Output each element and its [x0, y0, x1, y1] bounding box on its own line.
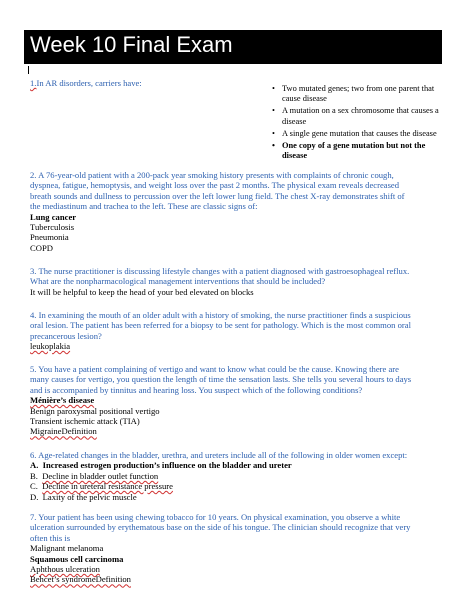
question-1-options [272, 84, 450, 163]
question-1-option: • A mutation on a sex chromosome that causes a disease [272, 106, 450, 126]
question-2-option: COPD [30, 242, 53, 253]
question-4-line: precancerous lesion? [30, 330, 102, 341]
question-5-answer: Ménière’s disease [30, 395, 95, 406]
question-4 [30, 310, 446, 352]
question-5-option: Transient ischemic attack (TIA) [30, 416, 140, 427]
question-5-option: Benign paroxysmal positional vertigo [30, 405, 160, 416]
text-cursor [28, 66, 29, 74]
question-2-line: dyspnea, fatigue, hemoptysis, and weight loss over the past 2 months. The physical exam reveals decreased [30, 180, 400, 191]
question-7-option: Behcet’s syndromeDefinition [30, 574, 131, 585]
question-5-line: 5. You have a patient complaining of vertigo and want to know what could be the cause. Knowing there are [30, 364, 399, 374]
question-4-line: 4. In examining the mouth of an older adult with a history of smoking, the nurse practitioner finds a suspicious [30, 310, 411, 320]
question-3 [30, 266, 446, 297]
question-5-line: many causes for vertigo, you question the length of time the sensation lasts. She tells you several hours to days [30, 374, 412, 385]
question-7 [30, 512, 446, 585]
question-5-option: MigraineDefinition [30, 426, 97, 437]
question-7-option: Malignant melanoma [30, 543, 104, 554]
question-7-option: Aphthous ulceration [30, 564, 100, 575]
question-6 [30, 450, 446, 502]
question-7-line: 7. Your patient has been using chewing tobacco for 10 years. On physical examination, you observe a white [30, 512, 401, 522]
question-1-number: 1. [30, 78, 37, 88]
question-2 [30, 170, 446, 253]
question-2-line: 2. A 76-year-old patient with a 200-pack year smoking history presents with complaints of chronic cough, [30, 170, 394, 180]
question-1-text: In AR disorders, carriers have: [36, 78, 142, 88]
question-1-answer: • One copy of a gene mutation but not the disease [272, 141, 450, 161]
question-1-option: • A single gene mutation that causes the disease [272, 129, 450, 139]
question-2-line: the mediastinum and trachea to the left. These are classic signs of: [30, 201, 258, 212]
question-4-line: oral lesion. The patient has been referred for a biopsy to be sent for pathology. Which is the most common oral [30, 320, 411, 331]
question-6-option: D. Laxity of the pelvic muscle [30, 491, 137, 502]
question-2-answer: Lung cancer [30, 211, 77, 222]
question-3-line: What are the nonpharmacological management interventions that should be included? [30, 276, 326, 287]
question-3-answer: It will be helpful to keep the head of your bed elevated on blocks [30, 286, 254, 297]
question-1-option: • Two mutated genes; two from one parent that cause disease [272, 84, 450, 104]
page-title: Week 10 Final Exam [24, 30, 442, 64]
question-7-line: ulceration surrounded by erythematous base on the side of his tongue. The clinician should recognize that very [30, 522, 411, 533]
question-6-line: 6. Age-related changes in the bladder, urethra, and ureters include all of the following in older women except: [30, 450, 408, 460]
question-5 [30, 364, 446, 437]
question-4-answer: leukoplakia [30, 341, 71, 352]
question-7-answer: Squamous cell carcinoma [30, 553, 124, 564]
question-7-line: often this is [30, 532, 71, 543]
question-2-option: Tuberculosis [30, 222, 75, 233]
question-6-option: B. Decline in bladder outlet function [30, 470, 159, 481]
question-2-option: Pneumonia [30, 232, 69, 243]
question-6-answer: A. Increased estrogen production’s influence on the bladder and ureter [30, 460, 292, 471]
question-6-option: C. Decline in ureteral resistance pressure [30, 481, 173, 492]
question-2-line: breath sounds and dullness to percussion over the left lower lung field. The chest X-ray demonstrates shift of [30, 190, 405, 201]
question-5-line: and is accompanied by tinnitus and hearing loss. You suspect which of the following conditions? [30, 384, 363, 395]
question-3-line: 3. The nurse practitioner is discussing lifestyle changes with a patient diagnosed with gastroesophageal reflux. [30, 266, 410, 276]
